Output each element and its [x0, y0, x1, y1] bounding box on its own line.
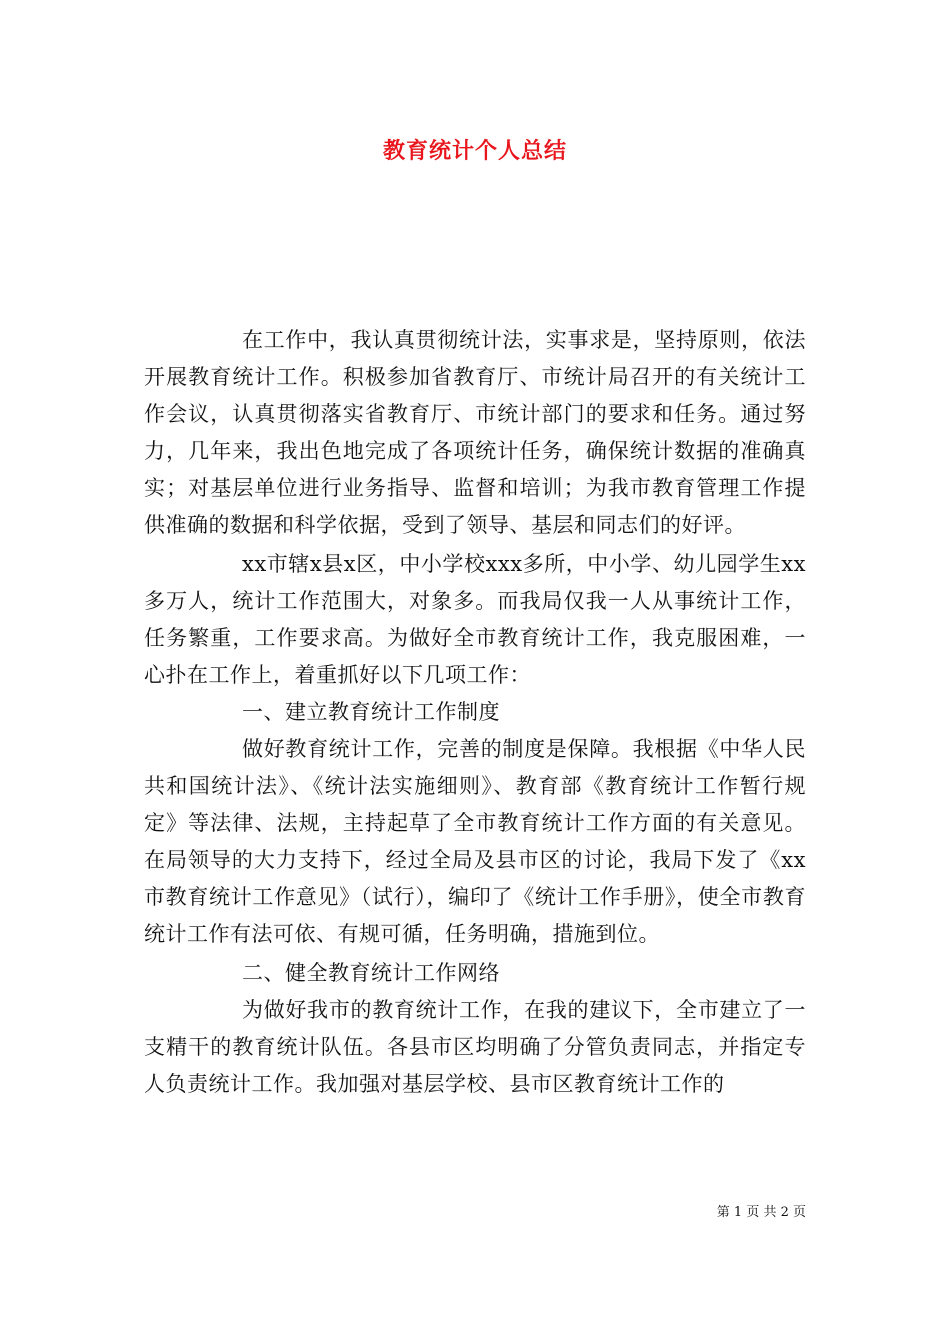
page-number-footer: 第 1 页 共 2 页 [716, 1205, 806, 1220]
document-body [144, 322, 806, 1103]
paragraph-system: 做好教育统计工作，完善的制度是保障。我根据《中华人民共和国统计法》、《统计法实施细则》、教育部《教育统计工作暂行规定》等法律、法规，主持起草了全市教育统计工作方面的有关意见。在局领导的大力支持下，经过全局及县市区的讨论，我局下发了《xx市教育统计工作意见》（试行），编印了《统计工作手册》，使全市教育统计工作有法可依、有规可循，任务明确，措施到位。 [144, 737, 806, 946]
paragraph-intro: 在工作中，我认真贯彻统计法，实事求是，坚持原则，依法开展教育统计工作。积极参加省教育厅、市统计局召开的有关统计工作会议，认真贯彻落实省教育厅、市统计部门的要求和任务。通过努力，几年来，我出色地完成了各项统计任务，确保统计数据的准确真实；对基层单位进行业务指导、监督和培训；为我市教育管理工作提供准确的数据和科学依据，受到了领导、基层和同志们的好评。 [144, 328, 806, 537]
paragraph-scope: xx市辖x县x区，中小学校xxx多所，中小学、幼儿园学生xx多万人，统计工作范围大，对象多。而我局仅我一人从事统计工作，任务繁重，工作要求高。为做好全市教育统计工作，我克服困难，一心扑在工作上，着重抓好以下几项工作： [144, 552, 806, 687]
document-title: 教育统计个人总结 [382, 138, 567, 164]
section-heading-1: 一、建立教育统计工作制度 [242, 700, 500, 724]
section-heading-2: 二、健全教育统计工作网络 [242, 961, 500, 985]
paragraph-network: 为做好我市的教育统计工作，在我的建议下，全市建立了一支精干的教育统计队伍。各县市区均明确了分管负责同志，并指定专人负责统计工作。我加强对基层学校、县市区教育统计工作的 [144, 998, 806, 1096]
